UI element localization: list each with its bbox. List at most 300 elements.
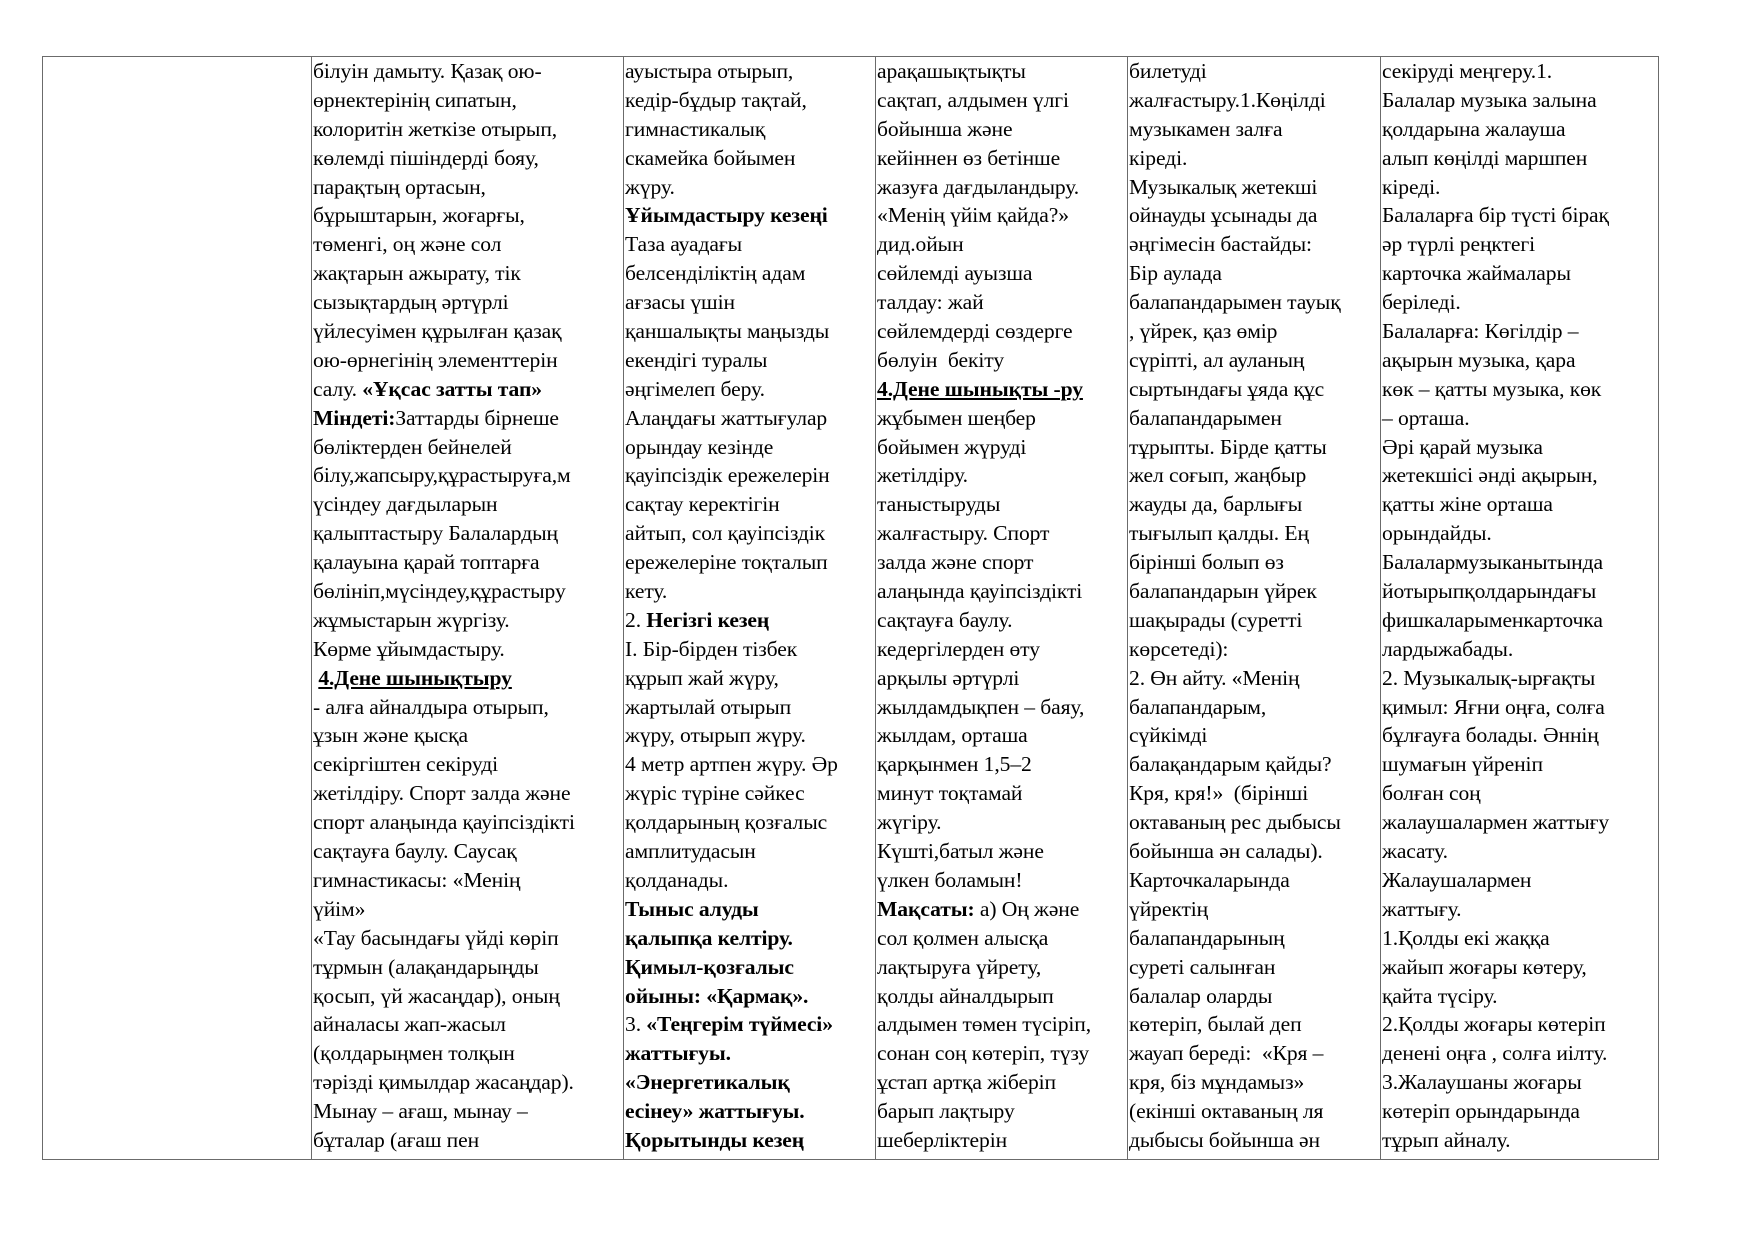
bold-text: Міндеті: <box>313 405 396 430</box>
text-line <box>1129 173 1378 202</box>
text: айтып, сол қауіпсіздік <box>625 521 826 546</box>
text: Жалаушалармен <box>1382 867 1532 892</box>
text: бұталар (ағаш пен <box>313 1127 480 1152</box>
text: (екінші октаваның ля <box>1129 1099 1324 1124</box>
text-line <box>625 693 873 722</box>
text-line <box>313 115 621 144</box>
text: қатты жіне орташа <box>1382 492 1553 517</box>
text: «Тау басындағы үйді көріп <box>313 925 559 950</box>
text: Заттарды бірнеше <box>395 405 559 430</box>
text-line <box>877 866 1125 895</box>
text-line <box>877 1068 1125 1097</box>
text: кету. <box>625 579 668 604</box>
text-line <box>877 750 1125 779</box>
text: жетекшісі әнді ақырын, <box>1382 463 1598 488</box>
text-line <box>1129 433 1378 462</box>
text: Балаларға бір түсті бірақ <box>1382 203 1609 228</box>
text: төменгі, оң және сол <box>313 232 502 257</box>
bold-text: 4.Дене шынықты -ру <box>877 376 1083 401</box>
text-line <box>1129 375 1378 404</box>
text: арқылы әртүрлі <box>877 665 1020 690</box>
text: жел соғып, жаңбыр <box>1129 463 1307 488</box>
text-line <box>625 404 873 433</box>
bold-text: «Теңгерім түймесі» <box>646 1012 833 1037</box>
text-line <box>313 404 621 433</box>
text: кедір-бұдыр тақтай, <box>625 87 807 112</box>
text-line <box>877 346 1125 375</box>
text: шеберліктерін <box>877 1127 1008 1152</box>
text-line <box>1382 317 1656 346</box>
text: жартылай отырып <box>625 694 792 719</box>
text-line <box>313 86 621 115</box>
text-line <box>877 779 1125 808</box>
text-line <box>1382 259 1656 288</box>
text: скамейка бойымен <box>625 145 796 170</box>
text-line <box>625 173 873 202</box>
text: сөйлемді ауызша <box>877 261 1033 286</box>
text-line <box>625 606 873 635</box>
text-line <box>877 86 1125 115</box>
text-line <box>1129 664 1378 693</box>
bold-text: Ұйымдастыру кезеңі <box>625 203 828 228</box>
text-line <box>1129 490 1378 519</box>
text-line <box>313 230 621 259</box>
text-line <box>1129 404 1378 433</box>
text: бөлініп,мүсіндеу,құрастыру <box>313 579 566 604</box>
text-line <box>877 664 1125 693</box>
text: кіреді. <box>1129 145 1188 170</box>
text: үлкен боламын! <box>877 867 1023 892</box>
text: әңгімесін бастайды: <box>1129 232 1312 257</box>
text: амплитудасын <box>625 839 756 864</box>
text-line <box>625 461 873 490</box>
text-line <box>877 895 1125 924</box>
text-line <box>313 375 621 404</box>
text: көлемді пішіндерді бояу, <box>313 145 539 170</box>
text-line <box>877 57 1125 86</box>
text-line <box>313 664 621 693</box>
text-line <box>877 173 1125 202</box>
text-line <box>877 317 1125 346</box>
text-line <box>877 837 1125 866</box>
text-line <box>877 693 1125 722</box>
text: гимнастикалық <box>625 116 766 141</box>
text-line <box>625 490 873 519</box>
text: көтеріп орындарында <box>1382 1099 1580 1124</box>
text: ақырын музыка, қара <box>1382 347 1576 372</box>
text-line <box>1382 461 1656 490</box>
text: гимнастикасы: «Менің <box>313 867 521 892</box>
text-line <box>1382 982 1656 1011</box>
text-line <box>877 548 1125 577</box>
text: бұлғауға болады. Әннің <box>1382 723 1599 748</box>
text-line <box>625 144 873 173</box>
text: сақтап, алдымен үлгі <box>877 87 1069 112</box>
text: 2. Музыкалық-ырғақты <box>1382 665 1596 690</box>
text: үсіндеу дағдыларын <box>313 492 498 517</box>
text-line <box>1129 606 1378 635</box>
text-line <box>625 895 873 924</box>
text: 2. Өн айту. «Менің <box>1129 665 1300 690</box>
text: айналасы жап-жасыл <box>313 1012 506 1037</box>
text: бойымен жүруді <box>877 434 1027 459</box>
text: құрып жай жүру, <box>625 665 779 690</box>
text: екендігі туралы <box>625 347 768 372</box>
bold-text: «Энергетикалық <box>625 1070 790 1095</box>
text-line <box>625 86 873 115</box>
text-line <box>625 982 873 1011</box>
text-line <box>877 288 1125 317</box>
text-line <box>625 1068 873 1097</box>
text: парақтың ортасын, <box>313 174 486 199</box>
text-line <box>1382 779 1656 808</box>
text: алып көңілді маршпен <box>1382 145 1588 170</box>
text: сүйкімді <box>1129 723 1208 748</box>
text: бұрыштарын, жоғарғы, <box>313 203 525 228</box>
text: , үйрек, қаз өмір <box>1129 319 1278 344</box>
lesson-plan-table <box>42 56 1659 1160</box>
table-column-6 <box>1380 57 1658 1159</box>
text-line <box>313 1010 621 1039</box>
text-line <box>877 635 1125 664</box>
text: бөліктерден бейнелей <box>313 434 512 459</box>
text: 1.Қолды екі жаққа <box>1382 925 1550 950</box>
text: Күшті,батыл және <box>877 839 1044 864</box>
text-line <box>1382 230 1656 259</box>
text: балақандарым қайды? <box>1129 752 1332 777</box>
text: суреті салынған <box>1129 954 1276 979</box>
text: талдау: жай <box>877 290 984 315</box>
text: таныстыруды <box>877 492 1001 517</box>
text-line <box>1129 86 1378 115</box>
text-line <box>877 144 1125 173</box>
text-line <box>313 635 621 664</box>
text-line <box>625 288 873 317</box>
text-line <box>1129 837 1378 866</box>
text: октаваның рес дыбысы <box>1129 810 1341 835</box>
text-line <box>313 1039 621 1068</box>
text: үйректің <box>1129 896 1209 921</box>
text-line <box>1129 317 1378 346</box>
text-line <box>625 115 873 144</box>
text-line <box>313 924 621 953</box>
text: болған соң <box>1382 781 1481 806</box>
text-line <box>1129 866 1378 895</box>
text-line <box>625 1126 873 1155</box>
text: қалыптастыру Балалардың <box>313 521 558 546</box>
text-line <box>313 144 621 173</box>
text: көрсетеді): <box>1129 636 1229 661</box>
text-line <box>313 606 621 635</box>
table-column-1 <box>43 57 311 1159</box>
text: билетуді <box>1129 59 1207 83</box>
text: орындайды. <box>1382 521 1492 546</box>
text-line <box>625 201 873 230</box>
table-column-3 <box>623 57 875 1159</box>
text: балапандарын үйрек <box>1129 579 1317 604</box>
text: жылдам, орташа <box>877 723 1028 748</box>
text-line <box>313 173 621 202</box>
text-line <box>313 1068 621 1097</box>
text: қолдарының қозғалыс <box>625 810 828 835</box>
text: карточка жаймалары <box>1382 261 1571 286</box>
table-cell <box>1128 57 1380 1155</box>
text-line <box>313 837 621 866</box>
text: Кря, кря!» (бірінші <box>1129 781 1309 806</box>
text: білуін дамыту. Қазақ ою- <box>313 59 542 83</box>
text: лақтыруға үйрету, <box>877 954 1042 979</box>
text-line <box>625 519 873 548</box>
text-line <box>877 115 1125 144</box>
text-line <box>1382 346 1656 375</box>
text-line <box>877 433 1125 462</box>
text: бойынша ән салады). <box>1129 839 1323 864</box>
text: қолды айналдырып <box>877 983 1054 1008</box>
text-line <box>625 433 873 462</box>
text: балапандарымен тауық <box>1129 290 1341 315</box>
text-line <box>1382 606 1656 635</box>
text-line <box>877 461 1125 490</box>
text-line <box>1129 144 1378 173</box>
text-line <box>877 519 1125 548</box>
text: қарқынмен 1,5–2 <box>877 752 1032 777</box>
text: секіргіштен секіруді <box>313 752 499 777</box>
text: музыкамен залға <box>1129 116 1283 141</box>
bold-text: Негізгі кезең <box>646 607 770 632</box>
text-line <box>1129 779 1378 808</box>
text: жалғастыру. Спорт <box>877 521 1050 546</box>
text-line <box>313 433 621 462</box>
text-line <box>1129 635 1378 664</box>
text: арақашықтықты <box>877 59 1026 83</box>
text: балапандарының <box>1129 925 1285 950</box>
text: І. Бір-бірден тізбек <box>625 636 798 661</box>
text: белсенділіктің адам <box>625 261 806 286</box>
text-line <box>625 924 873 953</box>
text: жүру, отырып жүру. <box>625 723 806 748</box>
text-line <box>1382 895 1656 924</box>
text: ұзын және қысқа <box>313 723 468 748</box>
text: сақтауға баулу. Саусақ <box>313 839 517 864</box>
text-line <box>1382 375 1656 404</box>
text: көтеріп, былай деп <box>1129 1012 1302 1037</box>
text: жақтарын ажырату, тік <box>313 261 521 286</box>
text-line <box>625 346 873 375</box>
text: қауіпсіздік ережелерін <box>625 463 830 488</box>
text: жүру. <box>625 174 675 199</box>
text: тәрізді қимылдар жасаңдар). <box>313 1070 574 1095</box>
text: шақырады (суретті <box>1129 607 1303 632</box>
text: қолданады. <box>625 867 729 892</box>
bold-text: есінеу» жаттығуы. <box>625 1099 805 1124</box>
text: ағзасы үшін <box>625 290 735 315</box>
text-line <box>877 982 1125 1011</box>
bold-text: Қорытынды кезең <box>625 1127 805 1152</box>
text: секіруді меңгеру.1. <box>1382 59 1553 83</box>
text: Музыкалық жетекші <box>1129 174 1318 199</box>
table-column-4 <box>875 57 1127 1159</box>
text: 3.Жалаушаны жоғары <box>1382 1070 1582 1095</box>
text-line <box>313 779 621 808</box>
text-line <box>877 259 1125 288</box>
text-line <box>625 750 873 779</box>
text: жұмыстарын жүргізу. <box>313 607 510 632</box>
bold-text: Тыныс алуды <box>625 896 759 921</box>
text-line <box>625 548 873 577</box>
text-line <box>877 808 1125 837</box>
text-line <box>1129 721 1378 750</box>
text-line <box>877 375 1125 404</box>
text-line <box>1129 1068 1378 1097</box>
text-line <box>1129 57 1378 86</box>
text-line <box>313 259 621 288</box>
text-line <box>1382 837 1656 866</box>
text-line <box>1129 577 1378 606</box>
bold-text: қалыпқа келтіру. <box>625 925 793 950</box>
text: бірінші болып өз <box>1129 550 1284 575</box>
text-line <box>1129 693 1378 722</box>
text: шумағын үйреніп <box>1382 752 1543 777</box>
text: сүріпті, ал ауланың <box>1129 347 1305 372</box>
text: балапандарымен <box>1129 405 1282 430</box>
text: беріледі. <box>1382 290 1461 315</box>
text-line <box>625 259 873 288</box>
text-line <box>877 924 1125 953</box>
text: тығылып қалды. Ең <box>1129 521 1309 546</box>
table-cell <box>876 57 1127 1155</box>
text-line <box>877 606 1125 635</box>
text: а) Оң және <box>974 896 1080 921</box>
text-line <box>1382 1039 1656 1068</box>
text: залда және спорт <box>877 550 1034 575</box>
text: дид.ойын <box>877 232 964 257</box>
text: фишкаларыменкарточка <box>1382 607 1603 632</box>
text-line <box>877 953 1125 982</box>
text-line <box>313 519 621 548</box>
text: жазуға дағдыландыру. <box>877 174 1080 199</box>
bold-text: жаттығуы. <box>625 1041 731 1066</box>
text-line <box>625 1039 873 1068</box>
text: кіреді. <box>1382 174 1441 199</box>
text-line <box>1382 173 1656 202</box>
bold-text: Қимыл-қозғалыс <box>625 954 794 979</box>
text-line <box>625 375 873 404</box>
text-line <box>877 721 1125 750</box>
text-line <box>877 577 1125 606</box>
text-line <box>313 721 621 750</box>
text: бөлуін бекіту <box>877 347 1005 372</box>
text-line <box>1382 433 1656 462</box>
text-line <box>1382 1097 1656 1126</box>
text: жаттығу. <box>1382 896 1462 921</box>
text-line <box>1382 86 1656 115</box>
text: «Менің үйім қайда?» <box>877 203 1069 228</box>
text: жауды да, барлығы <box>1129 492 1303 517</box>
text: алдымен төмен түсіріп, <box>877 1012 1092 1037</box>
text: алаңында қауіпсіздікті <box>877 579 1083 604</box>
text: Мынау – ағаш, мынау – <box>313 1099 528 1124</box>
text: колоритін жеткізе отырып, <box>313 116 558 141</box>
text-line <box>313 346 621 375</box>
text: (қолдарыңмен толқын <box>313 1041 515 1066</box>
text: жауап береді: «Кря – <box>1129 1041 1324 1066</box>
text: 2. <box>625 607 647 632</box>
text-line <box>1129 1010 1378 1039</box>
text-line <box>1129 115 1378 144</box>
text-line <box>313 866 621 895</box>
text-line <box>1382 693 1656 722</box>
text-line <box>313 1097 621 1126</box>
text-line <box>877 404 1125 433</box>
text-line <box>1129 1039 1378 1068</box>
text: Балаларға: Көгілдір – <box>1382 319 1579 344</box>
text-line <box>877 1010 1125 1039</box>
text: жасату. <box>1382 839 1448 864</box>
text: барып лақтыру <box>877 1099 1015 1124</box>
bold-text: 4.Дене шынықтыру <box>318 665 512 690</box>
text-line <box>313 750 621 779</box>
text-line <box>1382 1068 1656 1097</box>
text: жалаушалармен жаттығу <box>1382 810 1610 835</box>
text: бойынша және <box>877 116 1013 141</box>
text: жалғастыру.1.Көңілді <box>1129 87 1326 112</box>
text: 3. <box>625 1012 647 1037</box>
text: жайып жоғары көтеру, <box>1382 954 1587 979</box>
text-line <box>1382 144 1656 173</box>
text: үйім» <box>313 896 366 921</box>
text: ұстап артқа жіберіп <box>877 1070 1057 1095</box>
text: Таза ауадағы <box>625 232 743 257</box>
text-line <box>625 230 873 259</box>
text: сол қолмен алысқа <box>877 925 1049 950</box>
text: ауыстыра отырып, <box>625 59 794 83</box>
text-line <box>625 1010 873 1039</box>
text: спорт алаңында қауіпсіздікті <box>313 810 575 835</box>
text-line <box>313 895 621 924</box>
text-line <box>1129 201 1378 230</box>
text: әр түрлі реңктегі <box>1382 232 1536 257</box>
text-line <box>1382 721 1656 750</box>
text: сақтау керектігін <box>625 492 780 517</box>
text-line <box>1382 866 1656 895</box>
text: қаншалықты маңызды <box>625 319 830 344</box>
text: өрнектерінің сипатын, <box>313 87 517 112</box>
text: тұрыпты. Бірде қатты <box>1129 434 1327 459</box>
text: қолдарына жалауша <box>1382 116 1566 141</box>
text-line <box>1382 201 1656 230</box>
text: сақтауға баулу. <box>877 607 1013 632</box>
text: тұрмын (алақандарыңды <box>313 954 539 979</box>
text-line <box>1129 259 1378 288</box>
text-line <box>625 866 873 895</box>
text-line <box>1129 346 1378 375</box>
text: Балалар музыка залына <box>1382 87 1597 112</box>
text-line <box>313 57 621 86</box>
text: – орташа. <box>1382 405 1470 430</box>
text-line <box>877 1039 1125 1068</box>
text-line <box>1382 1010 1656 1039</box>
bold-text: ойыны: «Қармақ». <box>625 983 809 1008</box>
table-column-2 <box>311 57 623 1159</box>
text: жетілдіру. <box>877 463 968 488</box>
text-line <box>625 1097 873 1126</box>
text-line <box>1129 288 1378 317</box>
text-line <box>1129 548 1378 577</box>
text-line <box>1382 750 1656 779</box>
bold-text: Мақсаты: <box>877 896 975 921</box>
text: лардыжабады. <box>1382 636 1514 661</box>
text: - алға айналдыра отырып, <box>313 694 549 719</box>
